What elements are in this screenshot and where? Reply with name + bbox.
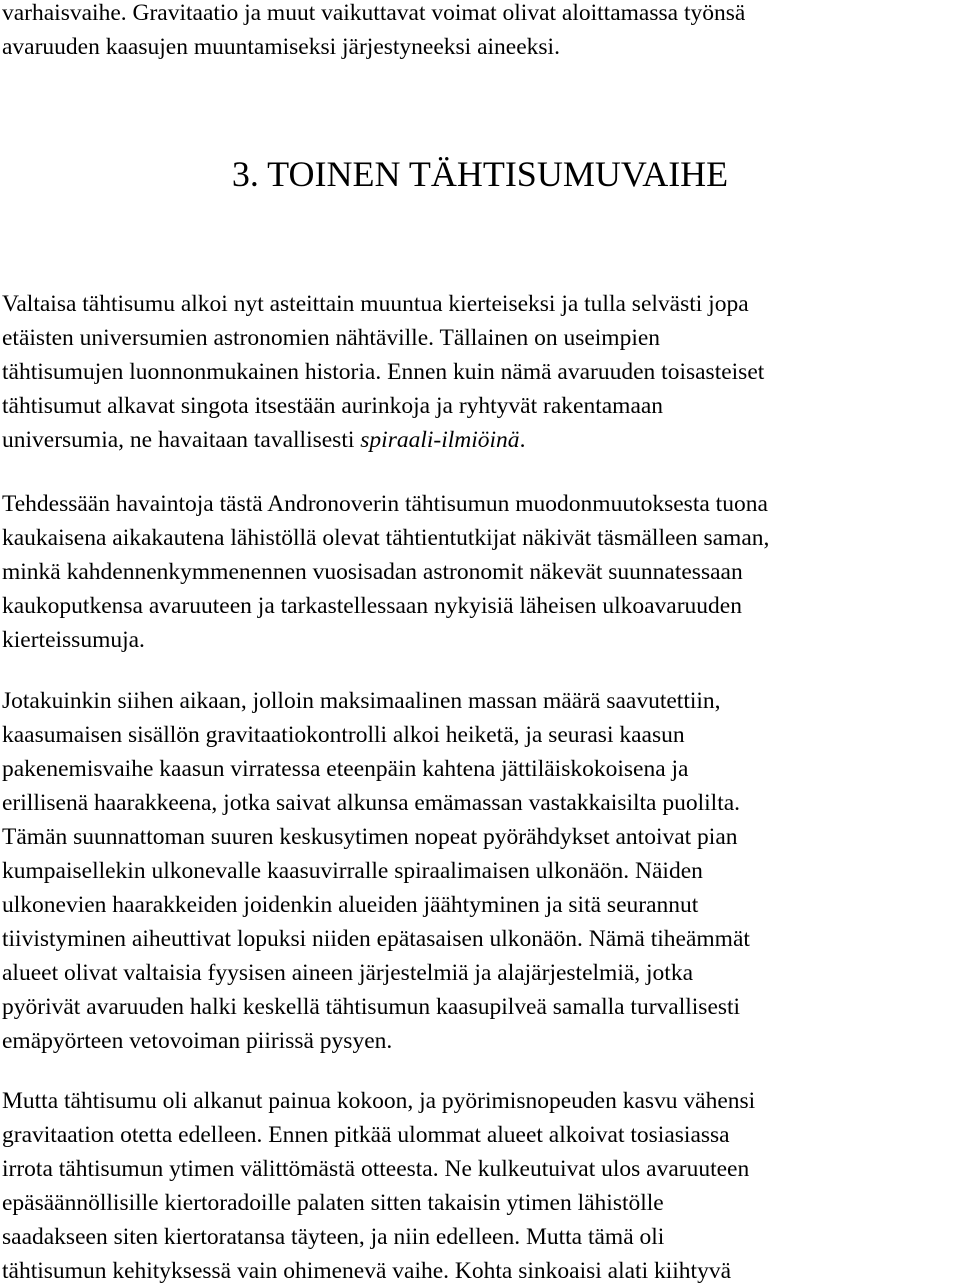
text-run: . xyxy=(519,427,526,453)
text-line: tähtisumut alkavat singota itsestään aurinkoja ja ryhtyvät rakentamaan xyxy=(2,393,664,419)
section-heading: 3. TOINEN TÄHTISUMUVAIHE xyxy=(231,154,729,194)
text-line: kaasumaisen sisällön gravitaatiokontrolli alkoi heiketä, ja seurasi kaasun xyxy=(2,722,685,748)
text-line: pakenemisvaihe kaasun virratessa eteenpäin kahtena jättiläiskokoisena ja xyxy=(2,756,689,782)
text-line: saadakseen siten kiertoratansa täyteen, ja niin edelleen. Mutta tämä oli xyxy=(2,1224,665,1250)
text-line: varhaisvaihe. Gravitaatio ja muut vaikuttavat voimat olivat aloittamassa työnsä xyxy=(2,0,746,26)
text-line: ulkonevien haarakkeiden joidenkin alueiden jäähtyminen ja sitä seurannut xyxy=(2,892,699,918)
paragraph-3 xyxy=(2,684,958,1058)
text-line: tiivistyminen aiheuttivat lopuksi niiden epätasaisen ulkonäön. Nämä tiheämmät xyxy=(2,926,750,952)
paragraph-1 xyxy=(2,287,958,457)
text-line: avaruuden kaasujen muuntamiseksi järjestyneeksi aineeksi. xyxy=(2,34,560,60)
text-line: minkä kahdennenkymmenennen vuosisadan astronomit näkevät suunnatessaan xyxy=(2,559,743,585)
text-line: kumpaisellekin ulkonevalle kaasuvirralle spiraalimaisen ulkonäön. Näiden xyxy=(2,858,703,884)
text-line: Tehdessään havaintoja tästä Andronoverin tähtisumun muodonmuutoksesta tuona xyxy=(2,491,768,517)
text-line: tähtisumujen luonnonmukainen historia. Ennen kuin nämä avaruuden toisasteiset xyxy=(2,359,765,385)
text-line: kaukaisena aikakautena lähistöllä olevat tähtientutkijat näkivät täsmälleen saman, xyxy=(2,525,770,551)
text-line: emäpyörteen vetovoiman piirissä pysyen. xyxy=(2,1028,393,1054)
paragraph-4 xyxy=(2,1084,958,1288)
text-line: gravitaation otetta edelleen. Ennen pitkää ulommat alueet alkoivat tosiasiassa xyxy=(2,1122,730,1148)
text-line: Mutta tähtisumu oli alkanut painua kokoon, ja pyörimisnopeuden kasvu vähensi xyxy=(2,1088,756,1114)
text-line: kaukoputkensa avaruuteen ja tarkastellessaan nykyisiä läheisen ulkoavaruuden xyxy=(2,593,742,619)
text-line: Jotakuinkin siihen aikaan, jolloin maksimaalinen massan määrä saavutettiin, xyxy=(2,688,721,714)
text-line: Valtaisa tähtisumu alkoi nyt asteittain muuntua kierteiseksi ja tulla selvästi jopa xyxy=(2,291,749,317)
text-line: alueet olivat valtaisia fyysisen aineen järjestelmiä ja alajärjestelmiä, jotka xyxy=(2,960,694,986)
text-line: etäisten universumien astronomien nähtäville. Tällainen on useimpien xyxy=(2,325,661,351)
intro-paragraph xyxy=(2,0,958,64)
italic-term: spiraali-ilmiöinä xyxy=(360,427,520,453)
text-line: tähtisumun kehityksessä vain ohimenevä vaihe. Kohta sinkoaisi alati kiihtyvä xyxy=(2,1258,732,1284)
text-run: universumia, ne havaitaan tavallisesti xyxy=(2,427,361,453)
text-line: epäsäännöllisille kiertoradoille palaten sitten takaisin ytimen lähistölle xyxy=(2,1190,664,1216)
paragraph-2 xyxy=(2,487,958,657)
text-line: erillisenä haarakkeena, jotka saivat alkunsa emämassan vastakkaisilta puolilta. xyxy=(2,790,741,816)
text-line: irrota tähtisumun ytimen välittömästä otteesta. Ne kulkeutuivat ulos avaruuteen xyxy=(2,1156,750,1182)
text-line: Tämän suunnattoman suuren keskusytimen nopeat pyörähdykset antoivat pian xyxy=(2,824,738,850)
text-line: pyörivät avaruuden halki keskellä tähtisumun kaasupilveä samalla turvallisesti xyxy=(2,994,741,1020)
text-line: kierteissumuja. xyxy=(2,627,145,653)
text-line xyxy=(2,423,958,457)
